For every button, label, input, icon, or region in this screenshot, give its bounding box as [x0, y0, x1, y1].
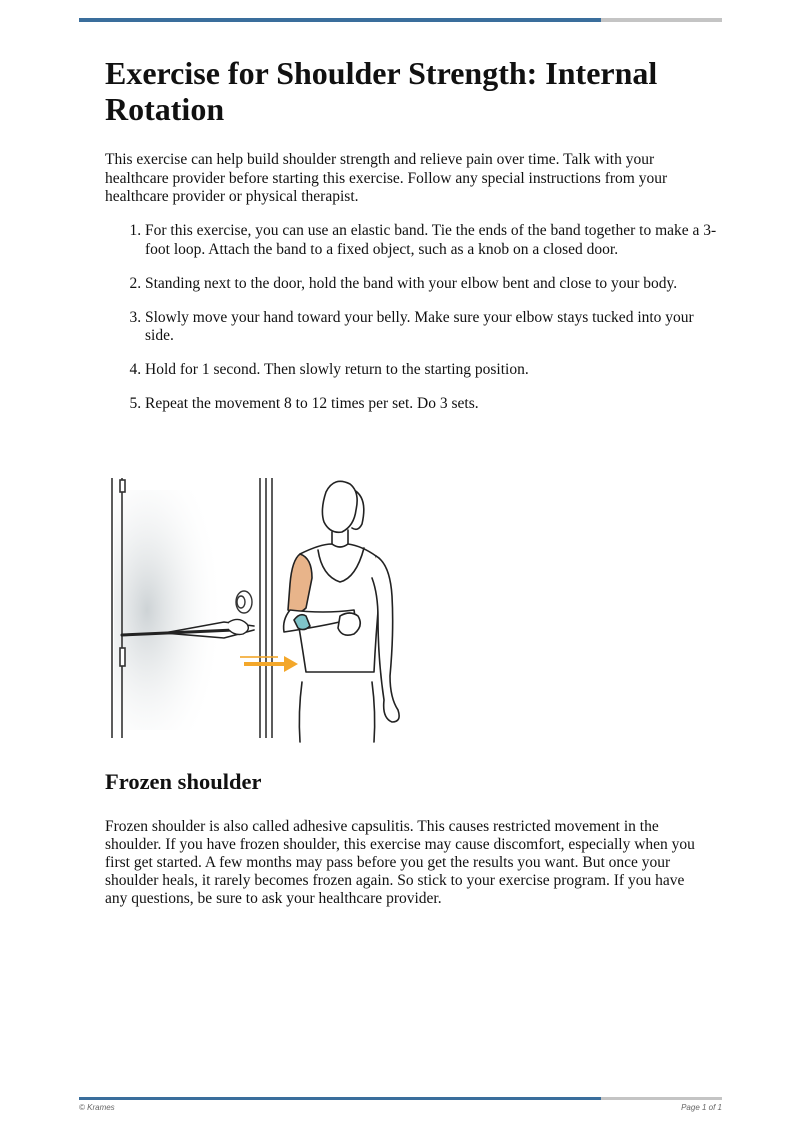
step-item: 4. Hold for 1 second. Then slowly return to the starting position. [145, 361, 725, 380]
bottom-rule-grey [601, 1097, 722, 1100]
bottom-rule-blue [79, 1097, 601, 1100]
step-item: 1. For this exercise, you can use an elastic band. Tie the ends of the band together to make a 3-foot loop. Attach the band to a fixed object, such as a knob on a closed door. [145, 222, 725, 259]
instruction-steps [105, 222, 725, 429]
section-paragraph: Frozen shoulder is also called adhesive capsulitis. This causes restricted movement in the shoulder. If you have frozen shoulder, this exercise may cause discomfort, especially when you first get started. A few months may pass before you get the results you want. But once your shoulder heals, it rarely becomes frozen again. So stick to your exercise program. If you have any questions, be sure to ask your healthcare provider. [105, 818, 695, 907]
top-rule-grey [601, 18, 722, 22]
door-knob-icon [236, 591, 252, 613]
intro-paragraph: This exercise can help build shoulder strength and relieve pain over time. Talk with your healthcare provider before starting this exercise. Follow any special instructions from your healthcare provider or physical therapist. [105, 151, 668, 205]
woman-figure [284, 481, 400, 742]
page-title: Exercise for Shoulder Strength: Internal Rotation [105, 55, 658, 127]
step-item: 3. Slowly move your hand toward your belly. Make sure your elbow stays tucked into your side. [145, 309, 725, 346]
top-rule-blue [79, 18, 601, 22]
top-rule [79, 18, 722, 22]
door-shadow [114, 490, 224, 730]
step-item: 2. Standing next to the door, hold the band with your elbow bent and close to your body. [145, 275, 725, 294]
footer-page-number: Page 1 of 1 [681, 1103, 722, 1112]
footer-copyright: © Krames [79, 1103, 115, 1112]
bottom-rule [79, 1097, 722, 1100]
step-item: 5. Repeat the movement 8 to 12 times per set. Do 3 sets. [145, 395, 725, 414]
section-heading: Frozen shoulder [105, 769, 262, 794]
movement-arrow-icon [240, 656, 298, 672]
exercise-illustration [104, 470, 424, 745]
